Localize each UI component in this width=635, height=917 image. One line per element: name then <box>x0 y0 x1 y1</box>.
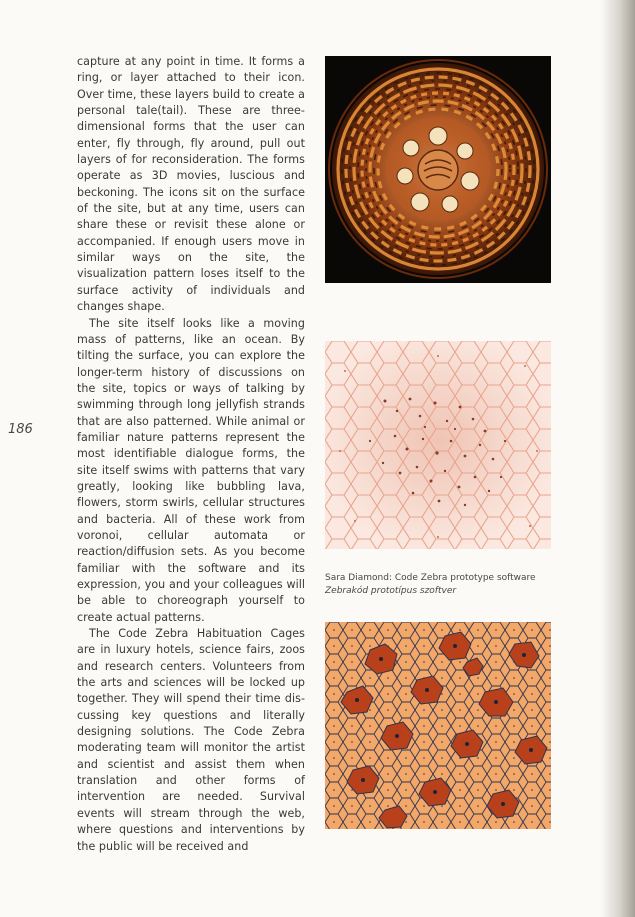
paragraph-2: The site itself looks like a moving mass of patterns, like an ocean. By tilting the surface, you can explore the longer-term history of discussions on the site, topics or ways of talking by swimming through long jellyfish strands that are also patterned. While animal or familiar nature patterns represent the most identifiable dialogue forms, the site itself swims with patterns that vary greatly, looking like bubbling lava, flowers, storm swirls, cellular structures and bacteria. All of these work from voronoi, cellular automata or reaction/diffusion sets. As you become familiar with the software and its expression, you and your colleagues will be able to choreograph yourself to create actual patterns. <box>77 316 305 624</box>
body-text-column <box>77 54 305 855</box>
caption-translation: Zebrakód prototípus szoftver <box>325 586 457 596</box>
paragraph-1: capture at any point in time. It forms a ring, or layer attached to their icon. Over time, these layers build to create a personal tale(tail). These are three-dimensional forms that the user can enter, fly through, fly around, pull out layers of for reconsideration. The forms operate as 3D movies, luscious and beckoning. The icons sit on the surface of the site, but at any time, users can share these or revisit these alone or accompanied. If enough users move in similar ways on the site, the visualization pattern loses itself to the surface activity of individuals and changes shape. <box>77 55 305 314</box>
figure-voronoi-cells <box>325 622 551 829</box>
paragraph-3: The Code Zebra Habituation Cages are in luxury hotels, science fairs, zoos and research centers. Volunteers from the arts and sciences will be locked up together. They will spend their time discussing key questions and literally designing solutions. The Code Zebra moderating team will monitor the artist and scientist and assist them when translation and other forms of intervention are needed. Survival events will stream through the web, where questions and interventions by the public will be received and <box>77 627 305 853</box>
caption-text: Sara Diamond: Code Zebra prototype software <box>325 573 536 583</box>
binding-shadow <box>601 0 635 917</box>
figure-caption <box>325 572 565 598</box>
page-number: 186 <box>8 422 33 437</box>
figure-circular-pattern <box>325 56 551 283</box>
figure-voronoi-dots <box>325 341 551 549</box>
